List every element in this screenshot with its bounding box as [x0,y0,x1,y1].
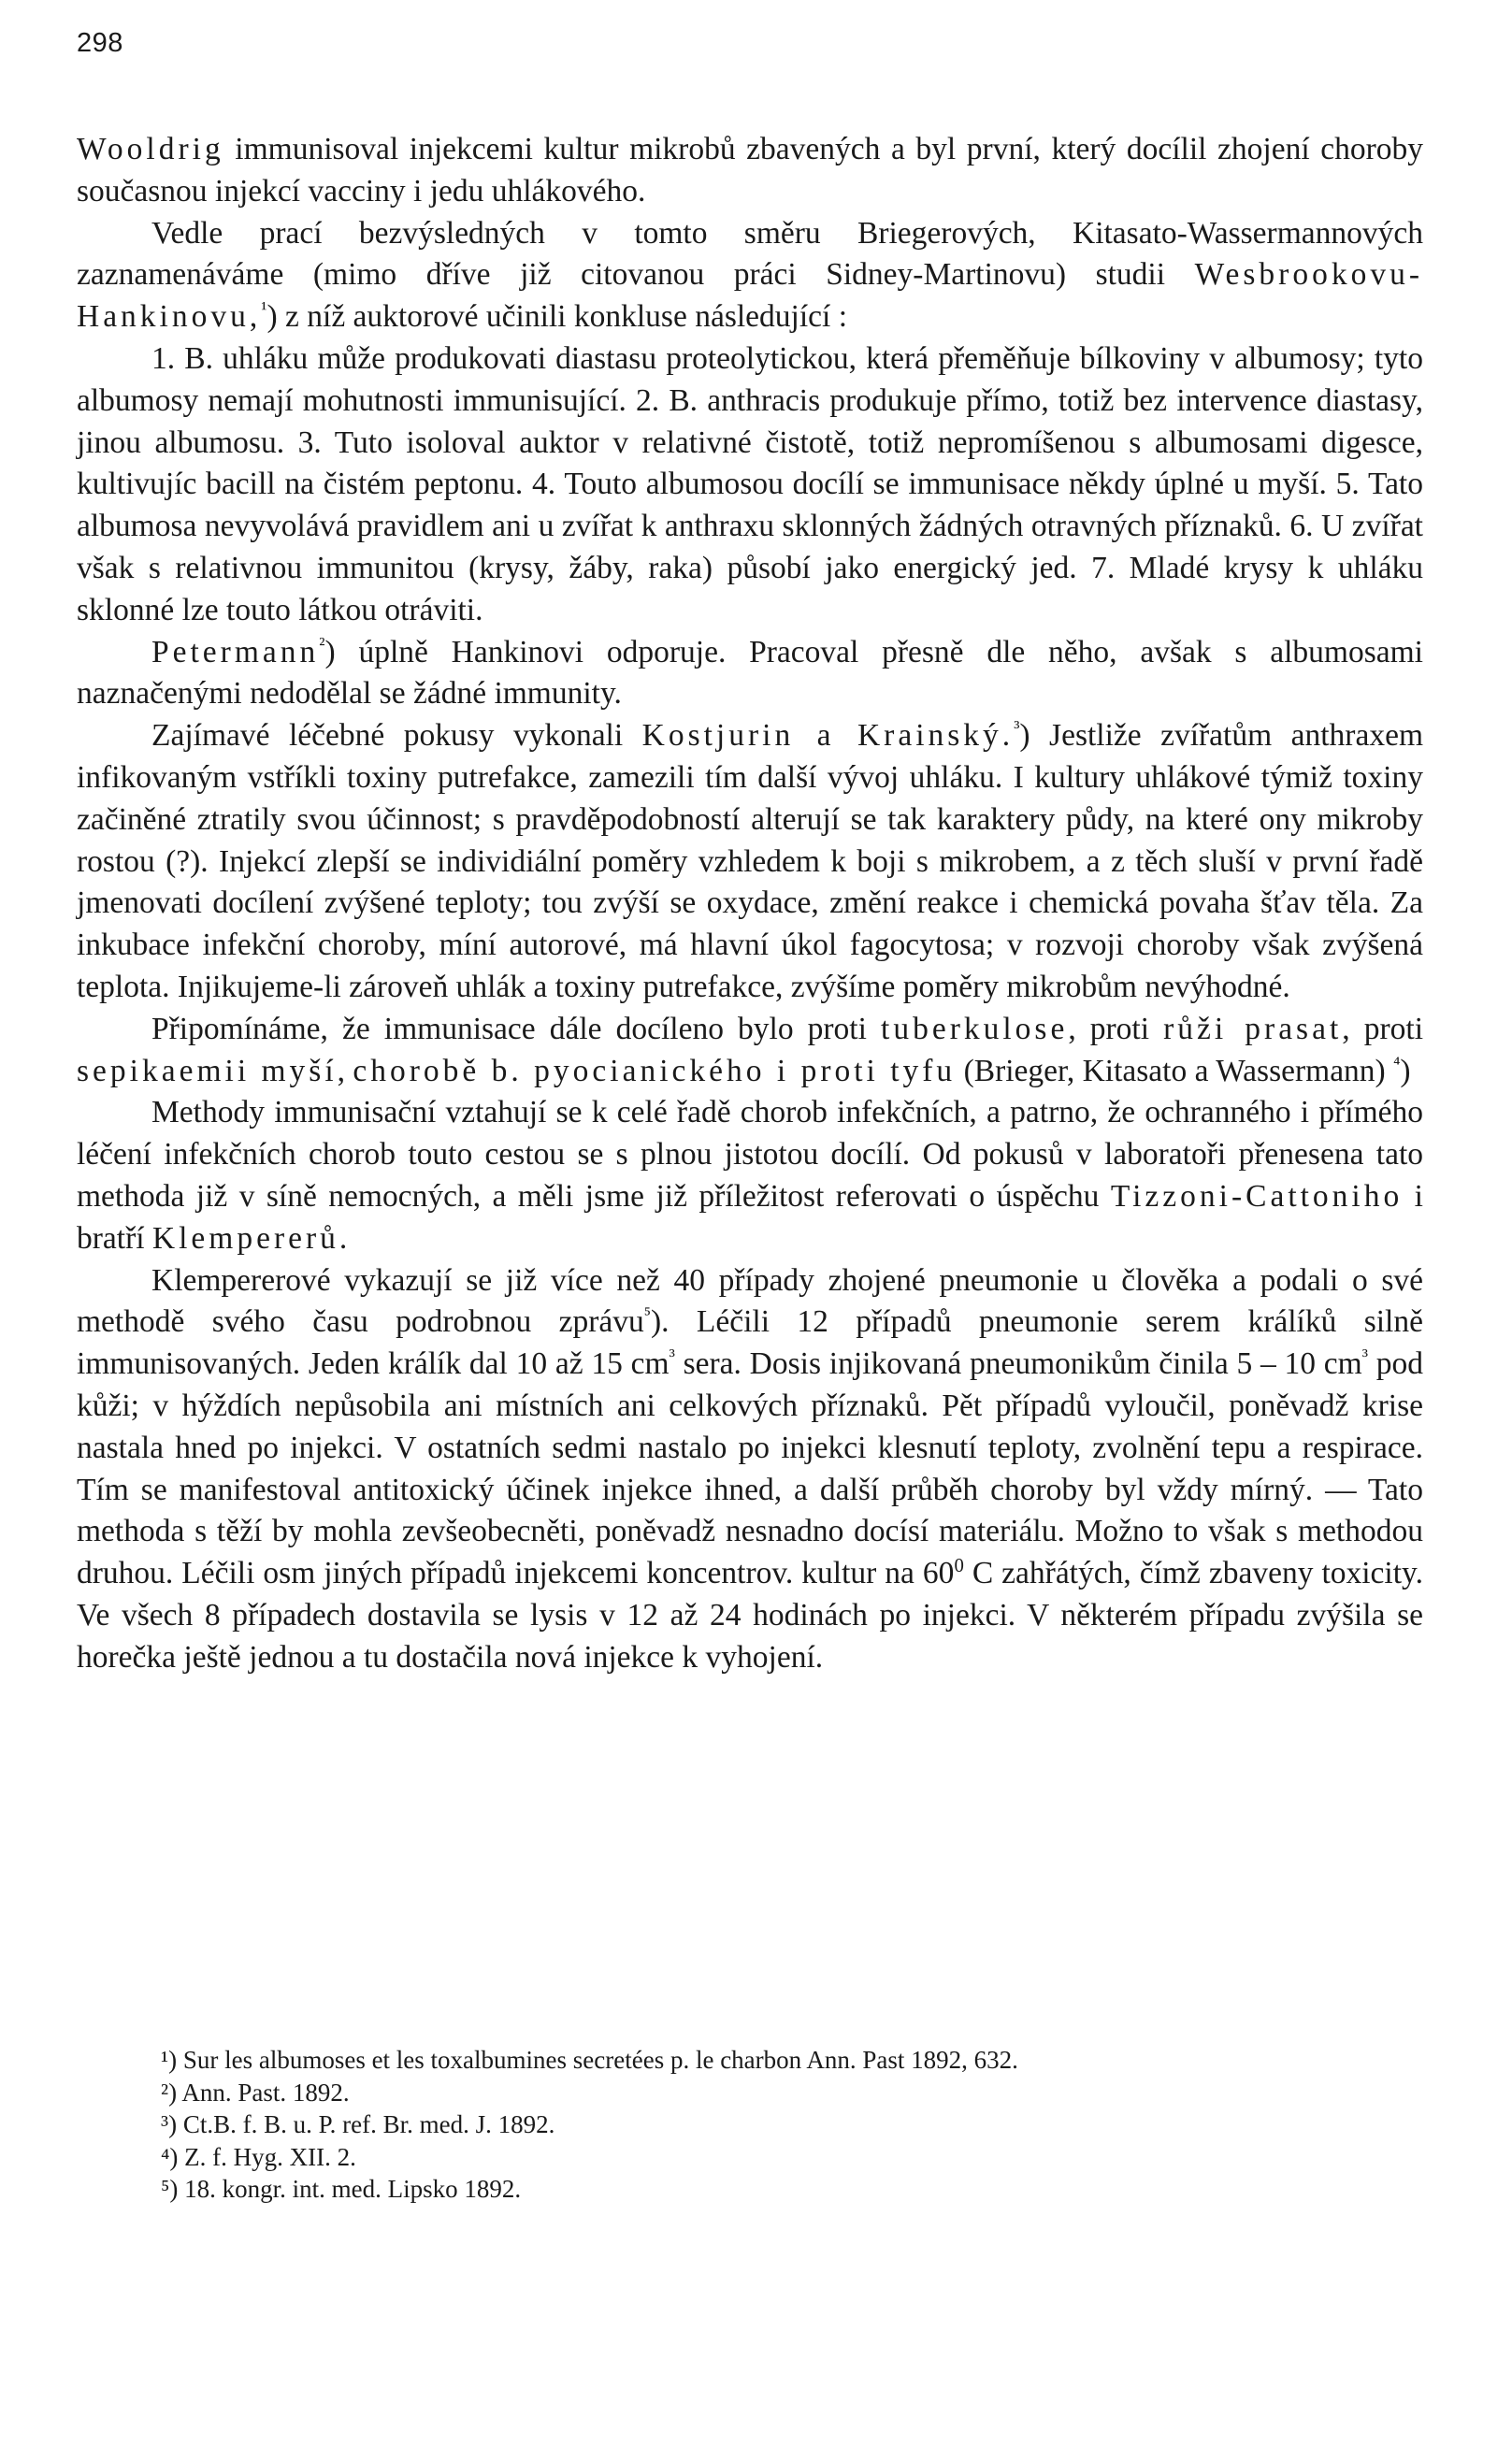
footnote-ref: ³ [669,1345,675,1367]
spaced-name: Klempererů. [151,1220,352,1256]
text-run: ) Jestliže zvířatům anthraxem infikovaným vstříkli toxiny putrefakce, zamezili tím další vývoj uhláku. I kultury uhlákové týmiž toxiny začiněné ztratily svou účinnost; s pravděpodobností alterují se tak karaktery půdy, na které ony mikroby rostou (?). Injekcí zlepší se individiální poměry vzhledem k boji s mikrobem, a z těch sluší v první řadě jmenovati docílení zvýšené teploty; tou zvýší se oxydace, změní reakce i chemická povaha šťav těla. Za inkubace infekční choroby, míní autorové, má hlavní úkol fagocytosa; v rozvoji choroby však zvýšená teplota. Injikujeme-li zároveň uhlák a toxiny putrefakce, zvýšíme poměry mikrobům nevýhodné. [77,718,1424,1004]
spaced-name: Kostjurin a Krainský. [641,718,1015,754]
paragraph [77,1092,1423,1259]
paragraph [77,632,1423,716]
text-run: sera. Dosis injikovaná pneumonikům činila 5 – 10 cm [674,1346,1362,1382]
text-run: immunisoval injekcemi kultur mikrobů zbavených a byl první, který docílil zhojení choroby současnou injekcí vacciny i jedu uhlákového. [77,132,1423,209]
spaced-name: sepikaemii myší [77,1053,338,1088]
footnote-ref: ¹ [261,298,267,321]
text-run: , [337,1053,353,1088]
text-run: (Brieger, Kitasato a Wassermann) [956,1053,1394,1088]
text-run: ) [1400,1053,1411,1088]
text-run: ) úplně Hankinovi odporuje. Pracoval přesně dle něho, avšak s albumosami naznačenými nedodělal se žádné immunity. [77,634,1423,712]
text-run: Vedle prací bezvýsledných v tomto směru Briegerových, Kitasato-Wassermannových zaznamenáváme (mimo dříve již citovanou práci Sidney-Martinovu) studii [77,215,1423,293]
footnote: ²) Ann. Past. 1892. [161,2078,350,2107]
text-run: 1. B. uhláku může produkovati diastasu proteolytickou, která přeměňuje bílkoviny v albumosy; tyto albumosy nemají mohutnosti immunisující. 2. B. anthracis produkuje přímo, totiž bez intervence diastasy, jinou albumosu. 3. Tuto isoloval auktor v relativné čistotě, totiž nepromíšenou s albumosami digesce, kultivujíc bacill na čistém peptonu. 4. Touto albumosou docílí se immunisace někdy úplné u myší. 5. Tato albumosa nevyvolává pravidlem ani u zvířat k anthraxu sklonných žádných otravných příznaků. 6. U zvířat však s relativnou immunitou (krysy, žáby, raka) působí jako energický jed. 7. Mladé krysy k uhláku sklonné lze touto látkou otráviti. [77,340,1423,627]
paragraph [77,213,1423,338]
text-run: ). Léčili 12 případů pneumonie serem králíků silně immunisovaných. Jeden králík dal 10 až 15 cm [77,1304,1423,1382]
paragraph [77,715,1423,1009]
footnote-ref: ⁴ [1393,1052,1401,1074]
spaced-name: Petermann [151,634,320,669]
spaced-name: tuberkulose [881,1011,1069,1046]
spaced-name: Wooldrig [77,132,224,166]
text-run: , proti [1068,1011,1164,1046]
footnote-ref: 0 [954,1554,964,1576]
paragraph [77,1260,1423,1679]
footnote: ³) Ct.B. f. B. u. P. ref. Br. med. J. 1892. [161,2110,555,2138]
footnote-ref: ³ [1361,1345,1368,1367]
spaced-name: Wesbrookovu-Hankinovu, [77,257,1423,335]
spaced-name: chorobě b. pyocianického i proti tyfu [353,1053,957,1088]
paragraph [77,1009,1423,1093]
spaced-name: růži prasat [1163,1011,1343,1046]
footnotes [77,2044,1423,2206]
text-run: Zajímavé léčebné pokusy vykonali [151,718,642,754]
text-run: Klempererové vykazují se již více než 40 případy zhojené pneumonie u člověka a podali o své methodě svého času podrobnou zprávu [77,1262,1423,1340]
paragraph [77,129,1423,213]
text-run: , proti [1342,1011,1424,1046]
text-run: ) z níž auktorové učinili konkluse následující : [266,299,848,335]
text-run: i bratří [77,1178,1423,1256]
page-number: 298 [77,28,123,58]
spaced-name: Tizzoni-Cattoniho [1110,1178,1404,1214]
text-run: C zahřátých, čímž zbaveny toxicity. Ve všech 8 případech dostavila se lysis v 12 až 24 hodinách po injekci. V některém případu zvýšila se horečka ještě jednou a tu dostačila nová injekce k vyhojení. [77,1556,1423,1675]
footnote-ref: ² [319,633,325,655]
text-run: Připomínáme, že immunisace dále docíleno bylo proti [151,1011,882,1046]
paragraph [77,338,1423,632]
footnote-ref: ³ [1014,717,1020,739]
text-run: Methody immunisační vztahují se k celé řadě chorob infekčních, a patrno, že ochranného i přímého léčení infekčních chorob touto cestou se s plnou jistotou docílí. Od pokusů v laboratoři přenesena tato methoda již v síně nemocných, a měli jsme již příležitost referovati o úspěchu [77,1095,1423,1214]
footnote: ⁴) Z. f. Hyg. XII. 2. [161,2142,356,2171]
text-run: pod kůži; v hýždích nepůsobila ani místních ani celkových příznaků. Pět případů vyloučil, poněvadž krise nastala hned po injekci. V ostatních sedmi nastalo po injekci klesnutí teploty, zvolnění tepu a respirace. Tím se manifestoval antitoxický účinek injekce ihned, a další průběh choroby byl vždy mírný. — Tato methoda s těží by mohla zevšeobecněti, poněvadž nesnadno docísí materiálu. Možno to však s methodou druhou. Léčili osm jiných případů injekcemi koncentrov. kultur na 60 [77,1346,1423,1591]
footnote: ¹) Sur les albumoses et les toxalbumines secretées p. le charbon Ann. Past 1892, 632. [161,2046,1018,2074]
body-text [77,129,1423,1678]
footnote: ⁵) 18. kongr. int. med. Lipsko 1892. [161,2175,522,2203]
footnote-ref: ⁵ [643,1303,652,1326]
